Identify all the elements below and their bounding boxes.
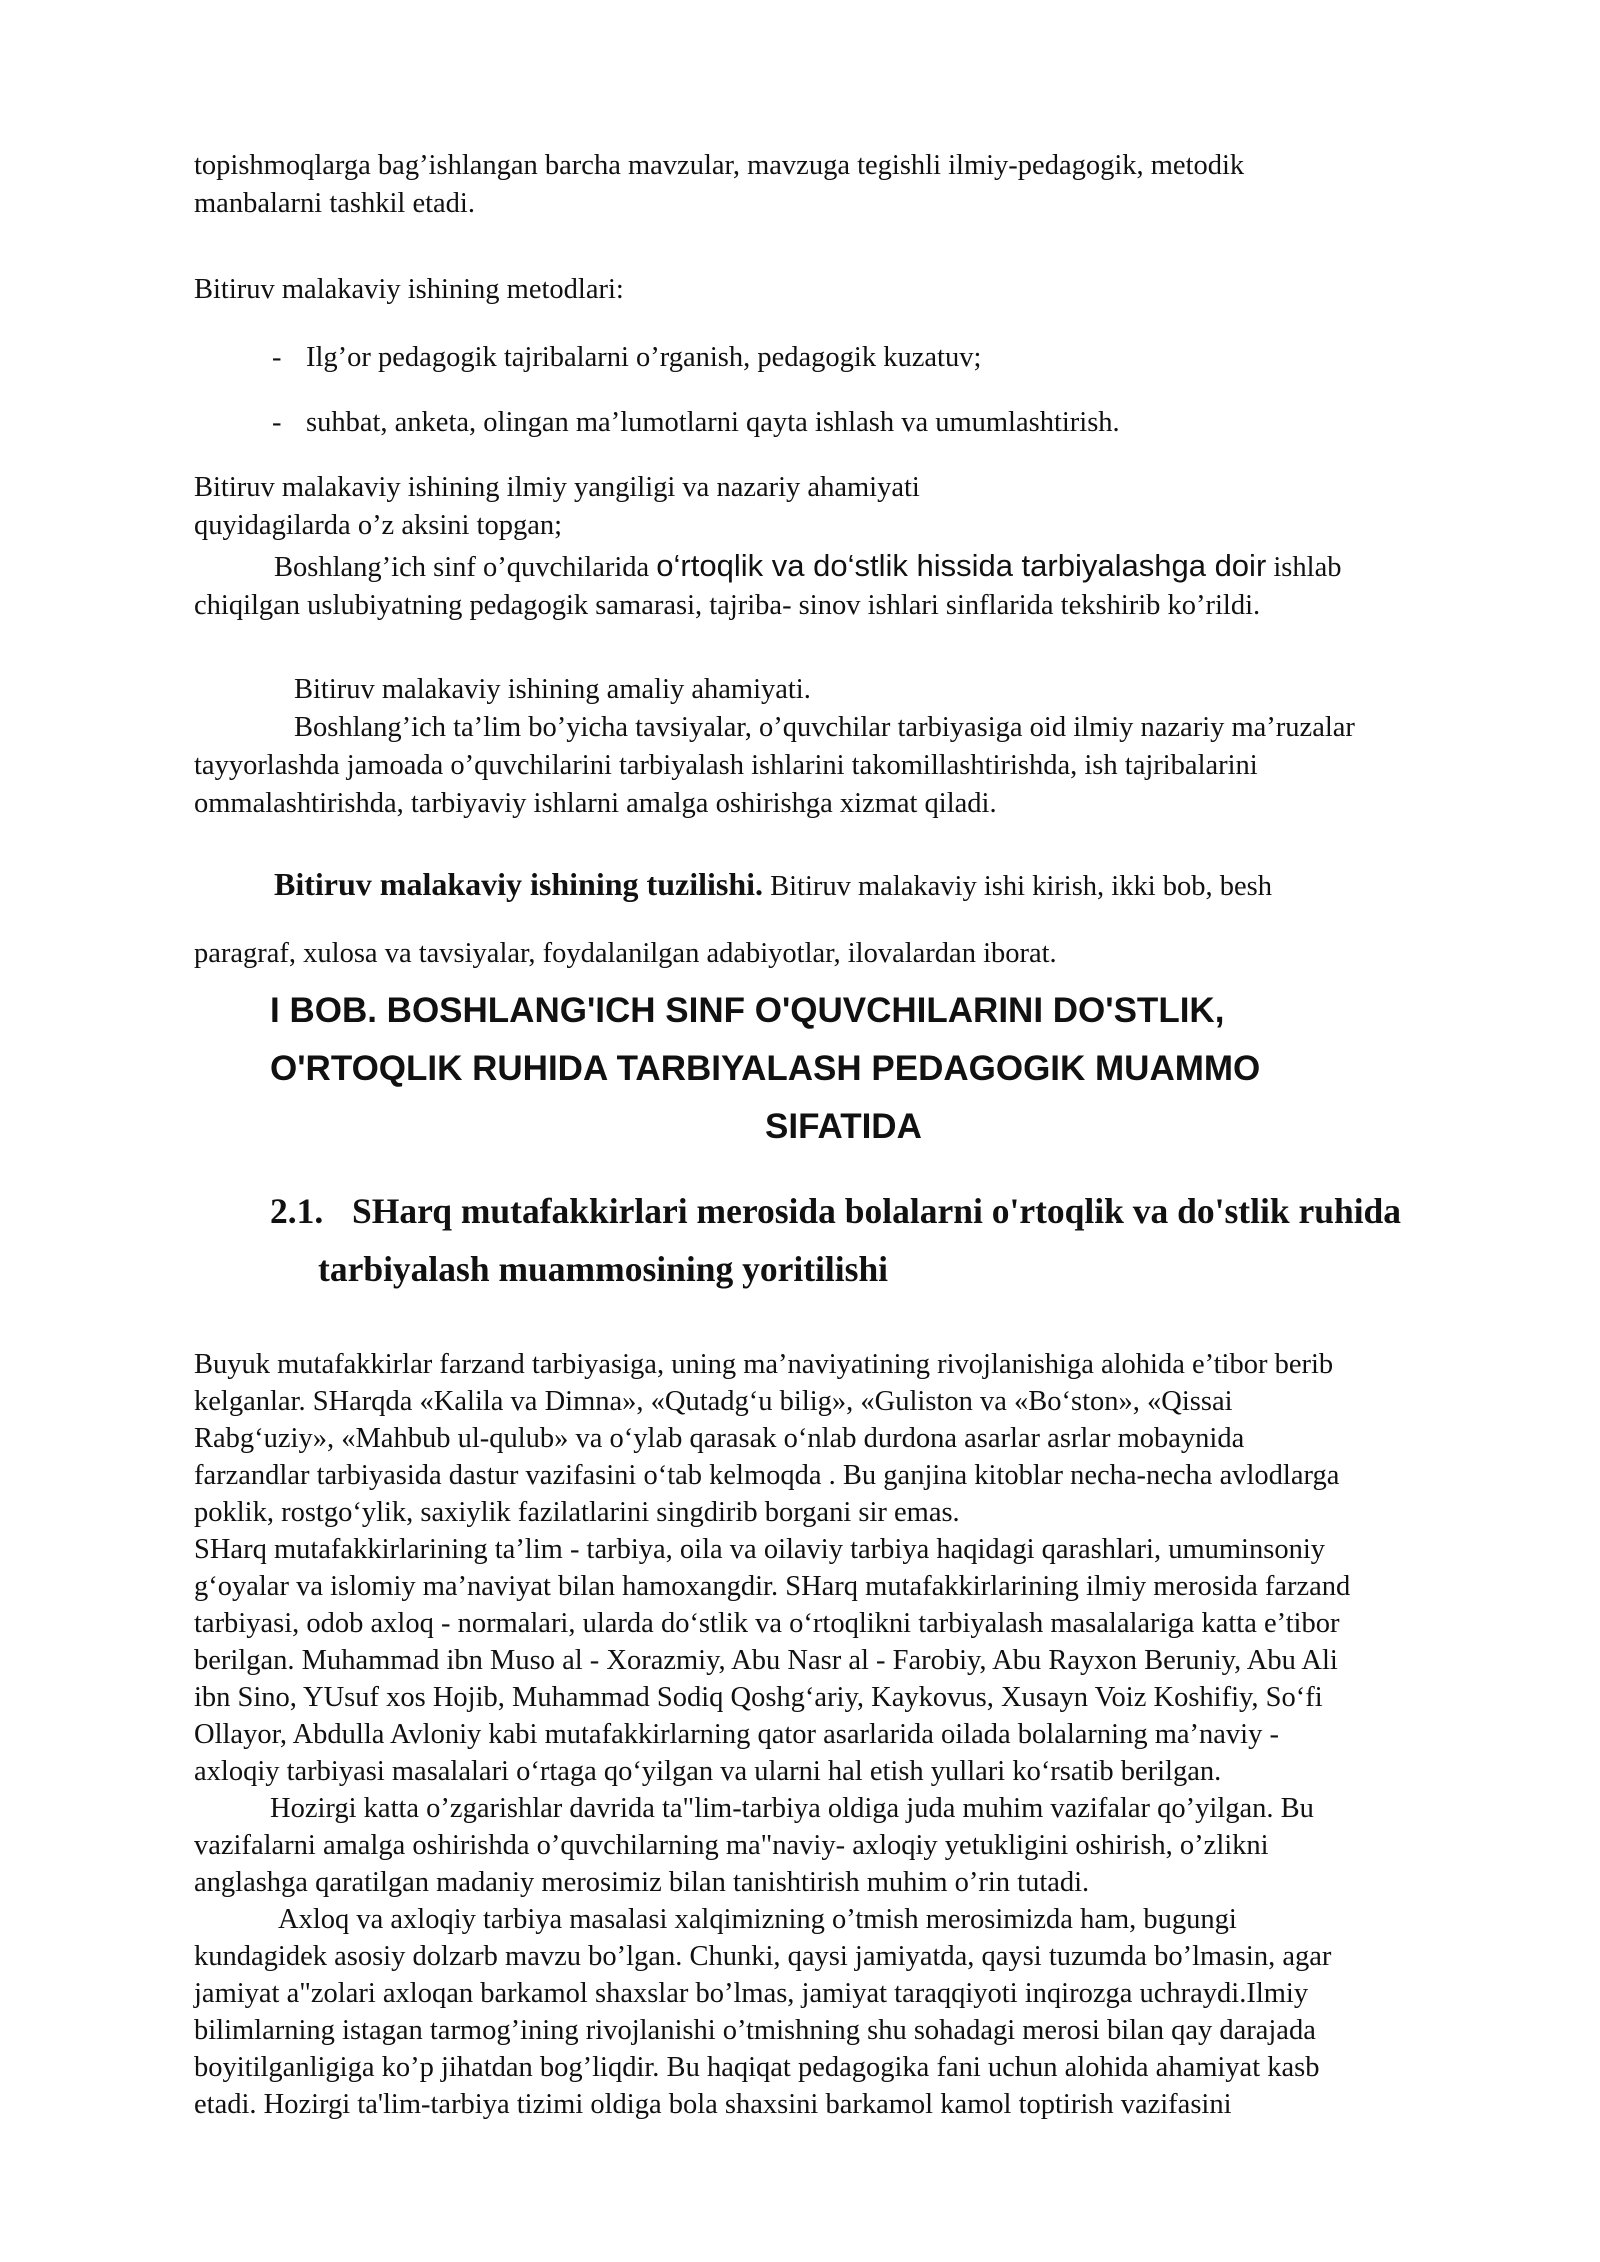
body-line: Rabg‘uziy», «Mahbub ul-qulub» va o‘ylab qarasak o‘nlab durdona asarlar asrlar mobaynida [194, 1423, 1245, 1454]
section-title-line-1: SHarq mutafakkirlari merosida bolalarni o'rtoqlik va do'stlik ruhida [352, 1191, 1402, 1231]
body-line: berilgan. Muhammad ibn Muso al - Xorazmiy, Abu Nasr al - Farobiy, Abu Rayxon Beruniy, Abu Ali [194, 1645, 1338, 1676]
body-line: jamiyat a"zolari axloqan barkamol shaxslar bo’lmas, jamiyat taraqqiyoti inqirozga uchraydi.Ilmiy [194, 1978, 1309, 2009]
list-dash-2: - [272, 407, 282, 438]
list-dash-1: - [272, 342, 282, 373]
practical-line-3: tayyorlashda jamoada o’quvchilarini tarbiyalash ishlarini takomillashtirishda, ish tajribalarini [194, 750, 1258, 781]
structure-rest: Bitiruv malakaviy ishi kirish, ikki bob, besh [763, 871, 1273, 902]
body-line: kelganlar. SHarqda «Kalila va Dimna», «Qutadg‘u bilig», «Guliston va «Bo‘ston», «Qissai [194, 1386, 1233, 1417]
novelty-line-3-emphasis: o‘rtoqlik va do‘stlik hissida tarbiyalashga doir [656, 548, 1267, 583]
body-line: boyitilganligiga ko’p jihatdan bog’liqdir. Bu haqiqat pedagogika fani uchun alohida ahamiyat kasb [194, 2052, 1320, 2083]
intro-line-1: topishmoqlarga bag’ishlangan barcha mavzular, mavzuga tegishli ilmiy-pedagogik, metodik [194, 150, 1245, 181]
novelty-line-4: chiqilgan uslubiyatning pedagogik samarasi, tajriba- sinov ishlari sinflarida tekshirib ko’rildi. [194, 590, 1261, 621]
practical-line-2: Boshlang’ich ta’lim bo’yicha tavsiyalar, o’quvchilar tarbiyasiga oid ilmiy nazariy ma’ruzalar [294, 712, 1355, 743]
body-line: Ollayor, Abdulla Avloniy kabi mutafakkirlarning qator asarlarida oilada bolalarning ma’naviy - [194, 1719, 1279, 1750]
novelty-line-2: quyidagilarda o’z aksini topgan; [194, 510, 563, 541]
novelty-line-3 [274, 548, 1341, 587]
chapter-title-line-3: SIFATIDA [765, 1107, 922, 1146]
practical-line-1: Bitiruv malakaviy ishining amaliy ahamiyati. [294, 674, 811, 705]
body-line: bilimlarning istagan tarmog’ining rivojlanishi o’tmishning shu sohadagi merosi bilan qay darajada [194, 2015, 1316, 2046]
body-line: etadi. Hozirgi ta'lim-tarbiya tizimi oldiga bola shaxsini barkamol kamol toptirish vazifasini [194, 2089, 1232, 2120]
body-line: anglashga qaratilgan madaniy merosimiz bilan tanishtirish muhim o’rin tutadi. [194, 1867, 1090, 1898]
intro-line-2: manbalarni tashkil etadi. [194, 188, 475, 219]
body-line: poklik, rostgo‘ylik, saxiylik fazilatlarini singdirib borgani sir emas. [194, 1497, 960, 1528]
structure-bold: Bitiruv malakaviy ishining tuzilishi. [274, 866, 763, 902]
body-line: axloqiy tarbiyasi masalalari o‘rtaga qo‘yilgan va ularni hal etish yullari ko‘rsatib berilgan. [194, 1756, 1222, 1787]
methods-heading: Bitiruv malakaviy ishining metodlari: [194, 274, 624, 305]
body-line: ibn Sino, YUsuf xos Hojib, Muhammad Sodiq Qoshg‘ariy, Kaykovus, Xusayn Voiz Koshifiy, So‘fi [194, 1682, 1323, 1713]
structure-line-1 [274, 866, 1272, 906]
novelty-line-1: Bitiruv malakaviy ishining ilmiy yangiligi va nazariy ahamiyati [194, 472, 920, 503]
section-title-line-2: tarbiyalash muammosining yoritilishi [318, 1249, 889, 1289]
body-line: SHarq mutafakkirlarining ta’lim - tarbiya, oila va oilaviy tarbiya haqidagi qarashlari, umuminsoniy [194, 1534, 1325, 1565]
methods-item-1: Ilg’or pedagogik tajribalarni o’rganish, pedagogik kuzatuv; [306, 342, 982, 373]
body-line: tarbiyasi, odob axloq - normalari, ularda do‘stlik va o‘rtoqlikni tarbiyalash masalalariga katta e’tibor [194, 1608, 1340, 1639]
body-line: farzandlar tarbiyasida dastur vazifasini o‘tab kelmoqda . Bu ganjina kitoblar necha-necha avlodlarga [194, 1460, 1340, 1491]
body-line: Axloq va axloqiy tarbiya masalasi xalqimizning o’tmish merosimizda ham, bugungi [278, 1904, 1237, 1935]
chapter-title-line-2: O'RTOQLIK RUHIDA TARBIYALASH PEDAGOGIK MUAMMO [270, 1049, 1261, 1088]
body-line: vazifalarni amalga oshirishda o’quvchilarning ma"naviy- axloqiy yetukligini oshirish, o’zlikni [194, 1830, 1269, 1861]
body-line: Hozirgi katta o’zgarishlar davrida ta"lim-tarbiya oldiga juda muhim vazifalar qo’yilgan. Bu [270, 1793, 1314, 1824]
chapter-title-line-1: I BOB. BOSHLANG'ICH SINF O'QUVCHILARINI DO'STLIK, [270, 991, 1225, 1030]
body-line: g‘oyalar va islomiy ma’naviyat bilan hamoxangdir. SHarq mutafakkirlarining ilmiy merosida farzand [194, 1571, 1351, 1602]
methods-item-2: suhbat, anketa, olingan ma’lumotlarni qayta ishlash va umumlashtirish. [306, 407, 1120, 438]
novelty-line-3-end: ishlab [1266, 552, 1342, 583]
body-line: kundagidek asosiy dolzarb mavzu bo’lgan. Chunki, qaysi jamiyatda, qaysi tuzumda bo’lmasin, agar [194, 1941, 1332, 1972]
novelty-line-3-start: Boshlang’ich sinf o’quvchilarida [274, 552, 657, 583]
structure-line-2: paragraf, xulosa va tavsiyalar, foydalanilgan adabiyotlar, ilovalardan iborat. [194, 938, 1057, 969]
body-line: Buyuk mutafakkirlar farzand tarbiyasiga, uning ma’naviyatining rivojlanishiga alohida e’tibor berib [194, 1349, 1334, 1380]
practical-line-4: ommalashtirishda, tarbiyaviy ishlarni amalga oshirishga xizmat qiladi. [194, 788, 997, 819]
section-number: 2.1. [270, 1191, 324, 1231]
